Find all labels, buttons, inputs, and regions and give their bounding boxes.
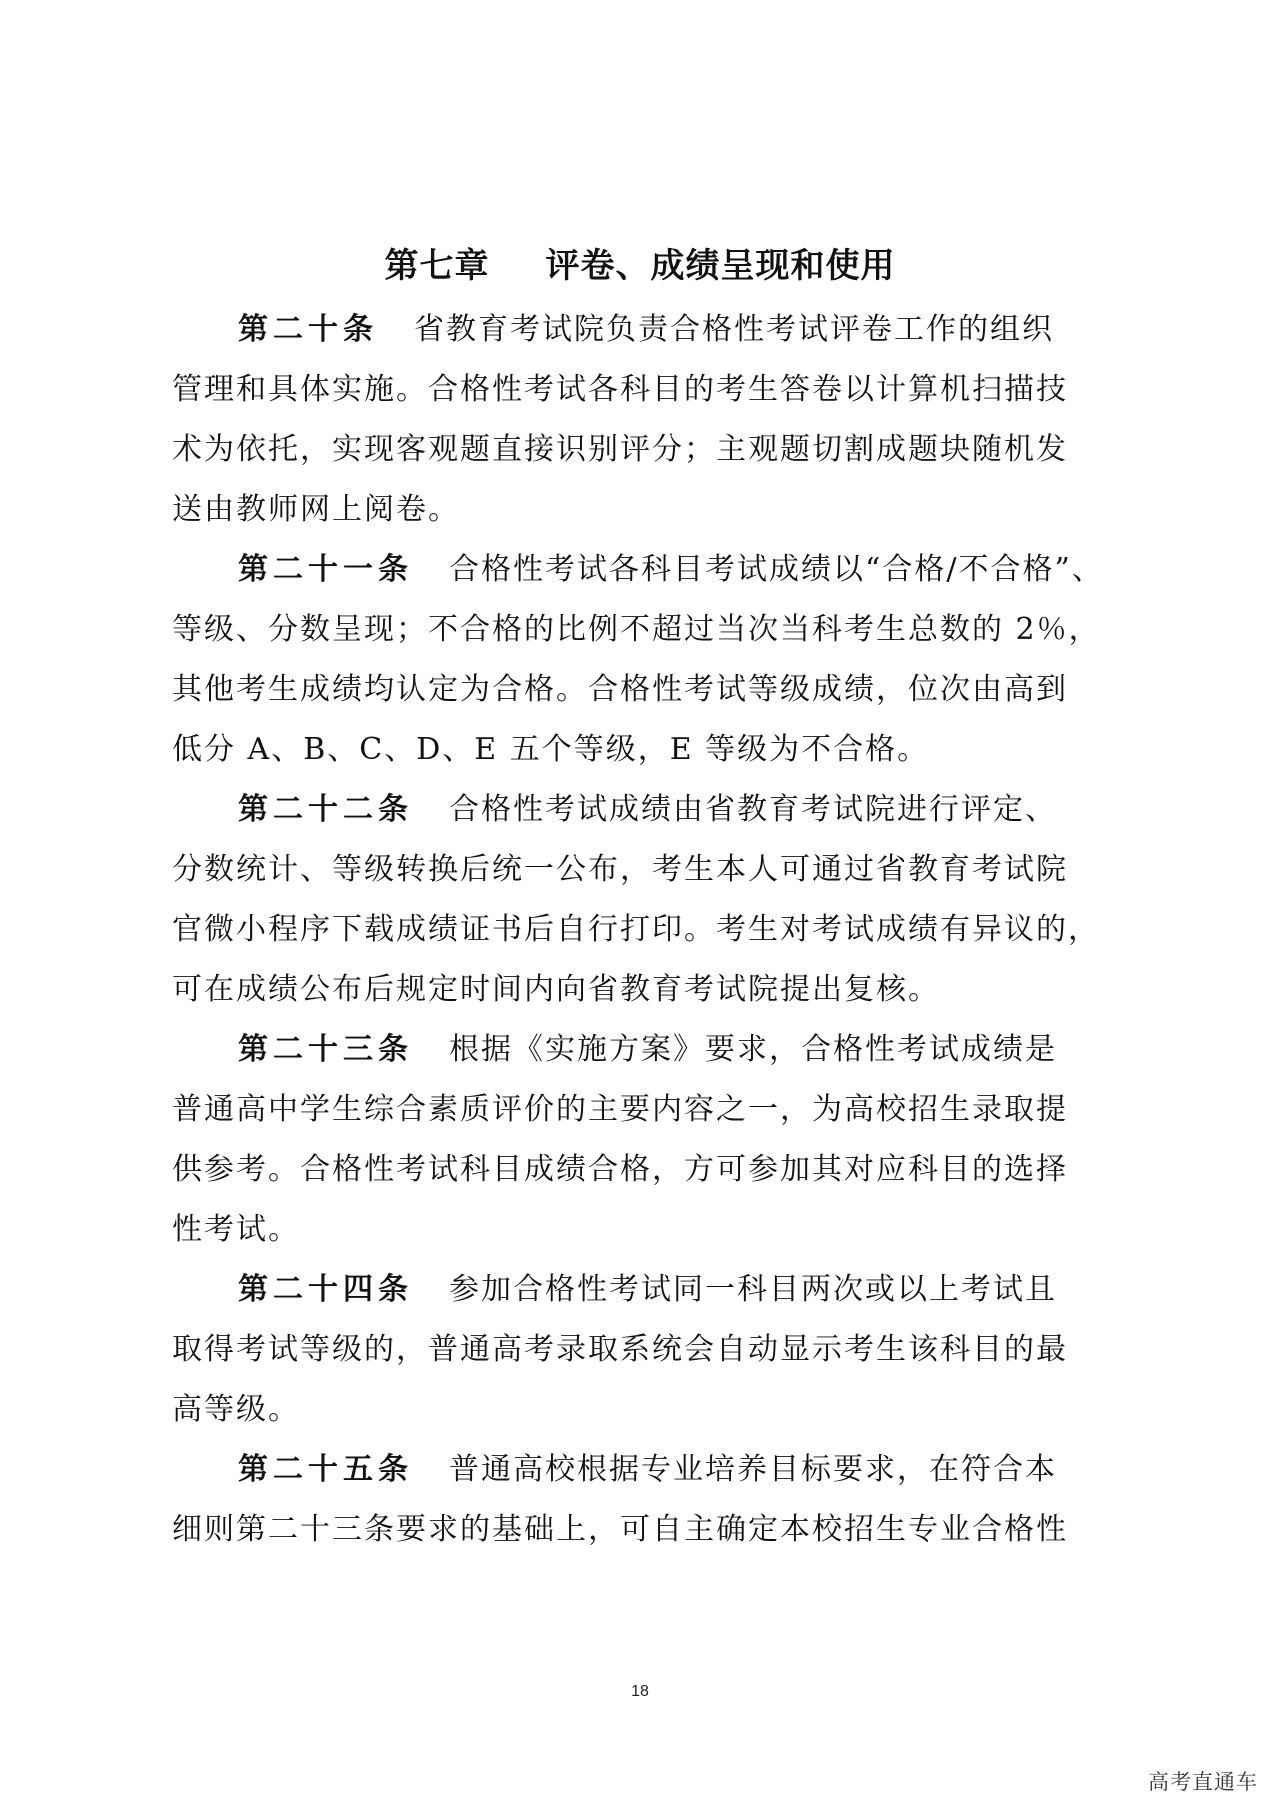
article-first-line xyxy=(172,1440,1132,1500)
article-24 xyxy=(172,1260,1132,1440)
article-23 xyxy=(172,1020,1132,1260)
chapter-number: 第七章 xyxy=(384,246,490,286)
article-first-line xyxy=(172,780,1132,840)
article-line: 其他考生成绩均认定为合格。合格性考试等级成绩，位次由高到 xyxy=(172,672,1068,707)
article-line: 普通高中学生综合素质评价的主要内容之一，为高校招生录取提 xyxy=(172,1092,1068,1127)
chapter-heading xyxy=(0,245,1280,287)
article-line: 可在成绩公布后规定时间内向省教育考试院提出复核。 xyxy=(172,972,940,1007)
article-line-text: 合格性考试成绩由省教育考试院进行评定、 xyxy=(449,792,1057,827)
article-first-line xyxy=(172,540,1132,600)
article-line-text: 根据《实施方案》要求，合格性考试成绩是 xyxy=(449,1032,1057,1067)
article-line: 分数统计、等级转换后统一公布，考生本人可通过省教育考试院 xyxy=(172,852,1068,887)
article-line: 供参考。合格性考试科目成绩合格，方可参加其对应科目的选择 xyxy=(172,1152,1068,1187)
article-number: 第二十条 xyxy=(238,312,378,347)
article-line: 取得考试等级的，普通高考录取系统会自动显示考生该科目的最 xyxy=(172,1332,1068,1367)
page-number: 18 xyxy=(631,1683,649,1700)
article-line-text: 参加合格性考试同一科目两次或以上考试且 xyxy=(449,1272,1057,1307)
article-22 xyxy=(172,780,1132,1020)
article-line-text: 合格性考试各科目考试成绩以“合格/不合格”、 xyxy=(449,552,1104,587)
article-25 xyxy=(172,1440,1132,1560)
article-21 xyxy=(172,540,1132,780)
article-line: 性考试。 xyxy=(172,1212,300,1247)
article-line: 高等级。 xyxy=(172,1392,300,1427)
article-line: 等级、分数呈现；不合格的比例不超过当次当科考生总数的 2％， xyxy=(172,612,1101,647)
chapter-title-text: 评卷、成绩呈现和使用 xyxy=(545,246,896,286)
article-number: 第二十一条 xyxy=(238,552,413,587)
watermark-text: 高考直通车 xyxy=(1148,1770,1258,1794)
article-20 xyxy=(172,300,1132,540)
article-line: 管理和具体实施。合格性考试各科目的考生答卷以计算机扫描技 xyxy=(172,372,1068,407)
article-number: 第二十五条 xyxy=(238,1452,413,1487)
article-line-text: 普通高校根据专业培养目标要求，在符合本 xyxy=(449,1452,1057,1487)
article-number: 第二十二条 xyxy=(238,792,413,827)
document-body xyxy=(172,300,1132,1560)
article-line: 细则第二十三条要求的基础上，可自主确定本校招生专业合格性 xyxy=(172,1512,1068,1547)
article-line: 术为依托，实现客观题直接识别评分；主观题切割成题块随机发 xyxy=(172,432,1068,467)
article-line: 低分 A、B、C、D、E 五个等级，E 等级为不合格。 xyxy=(172,732,930,767)
article-line-text: 省教育考试院负责合格性考试评卷工作的组织 xyxy=(414,312,1054,347)
article-first-line xyxy=(172,1020,1132,1080)
article-first-line xyxy=(172,1260,1132,1320)
article-number: 第二十三条 xyxy=(238,1032,413,1067)
article-line: 送由教师网上阅卷。 xyxy=(172,492,460,527)
article-number: 第二十四条 xyxy=(238,1272,413,1307)
article-line: 官微小程序下载成绩证书后自行打印。考生对考试成绩有异议的， xyxy=(172,912,1100,947)
article-first-line xyxy=(172,300,1132,360)
